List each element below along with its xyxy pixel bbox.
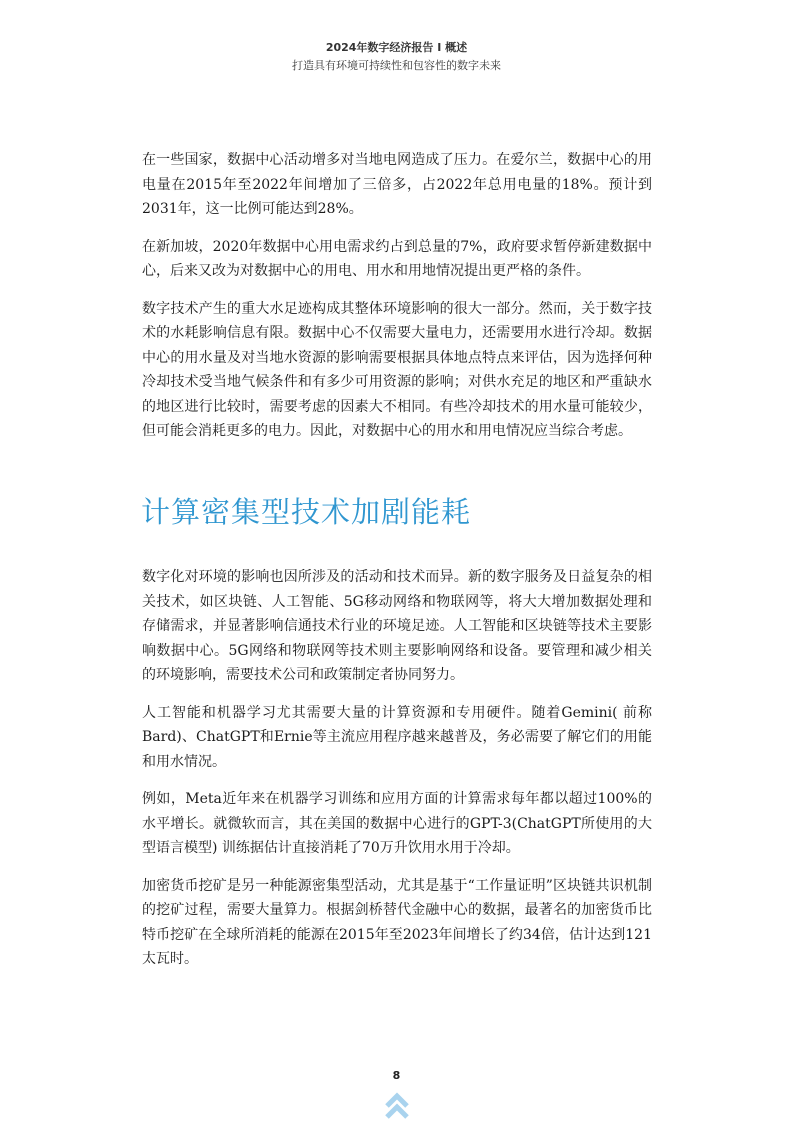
paragraph: 人工智能和机器学习尤其需要大量的计算资源和专用硬件。随着Gemini( 前称Bard)、ChatGPT和Ernie等主流应用程序越来越普及，务必需要了解它们的用能和用水情况。 [142, 704, 652, 770]
paragraph: 在一些国家，数据中心活动增多对当地电网造成了压力。在爱尔兰，数据中心的用电量在2015年至2022年间增加了三倍多，占2022年总用电量的18%。预计到2031年，这一比例可能达到28%。 [142, 152, 652, 217]
paragraph: 在新加坡，2020年数据中心用电需求约占到总量的7%，政府要求暂停新建数据中心，后来又改为对数据中心的用电、用水和用地情况提出更严格的条件。 [142, 238, 652, 279]
paragraph: 加密货币挖矿是另一种能源密集型活动，尤其是基于“工作量证明”区块链共识机制的挖矿过程，需要大量算力。根据剑桥替代金融中心的数据，最著名的加密货币比特币挖矿在全球所消耗的能源在2015年至2023年间增长了约34倍，估计达到121太瓦时。 [142, 877, 652, 967]
paragraph: 数字化对环境的影响也因所涉及的活动和技术而异。新的数字服务及日益复杂的相关技术，如区块链、人工智能、5G移动网络和物联网等，将大大增加数据处理和存储需求，并显著影响信通技术行业的环境足迹。人工智能和区块链等技术主要影响数据中心。5G网络和物联网等技术则主要影响网络和设备。要管理和减少相关的环境影响，需要技术公司和政策制定者协同努力。 [142, 569, 652, 683]
paragraph: 例如，Meta近年来在机器学习训练和应用方面的计算需求每年都以超过100%的水平增长。就微软而言，其在美国的数据中心进行的GPT-3(ChatGPT所使用的大型语言模型) 训练据估计直接消耗了70万升饮用水用于冷却。 [142, 791, 652, 856]
report-subtitle: 打造具有环境可持续性和包容性的数字未来 [292, 59, 501, 72]
report-title: 2024年数字经济报告 I 概述 [325, 41, 468, 54]
body-text-bottom [142, 565, 652, 972]
running-header [0, 40, 793, 74]
section-heading: 计算密集型技术加剧能耗 [141, 495, 472, 529]
body-text-top [142, 148, 652, 444]
page-number: 8 [392, 1069, 401, 1082]
paragraph: 数字技术产生的重大水足迹构成其整体环境影响的很大一部分。然而，关于数字技术的水耗影响信息有限。数据中心不仅需要大量电力，还需要用水进行冷却。数据中心的用水量及对当地水资源的影响需要根据具体地点特点来评估，因为选择何种冷却技术受当地气候条件和有多少可用资源的影响；对供水充足的地区和严重缺水的地区进行比较时，需要考虑的因素大不相同。有些冷却技术的用水量可能较少，但可能会消耗更多的电力。因此，对数据中心的用水和用电情况应当综合考虑。 [142, 300, 652, 439]
double-chevron-up-icon [384, 1092, 410, 1120]
